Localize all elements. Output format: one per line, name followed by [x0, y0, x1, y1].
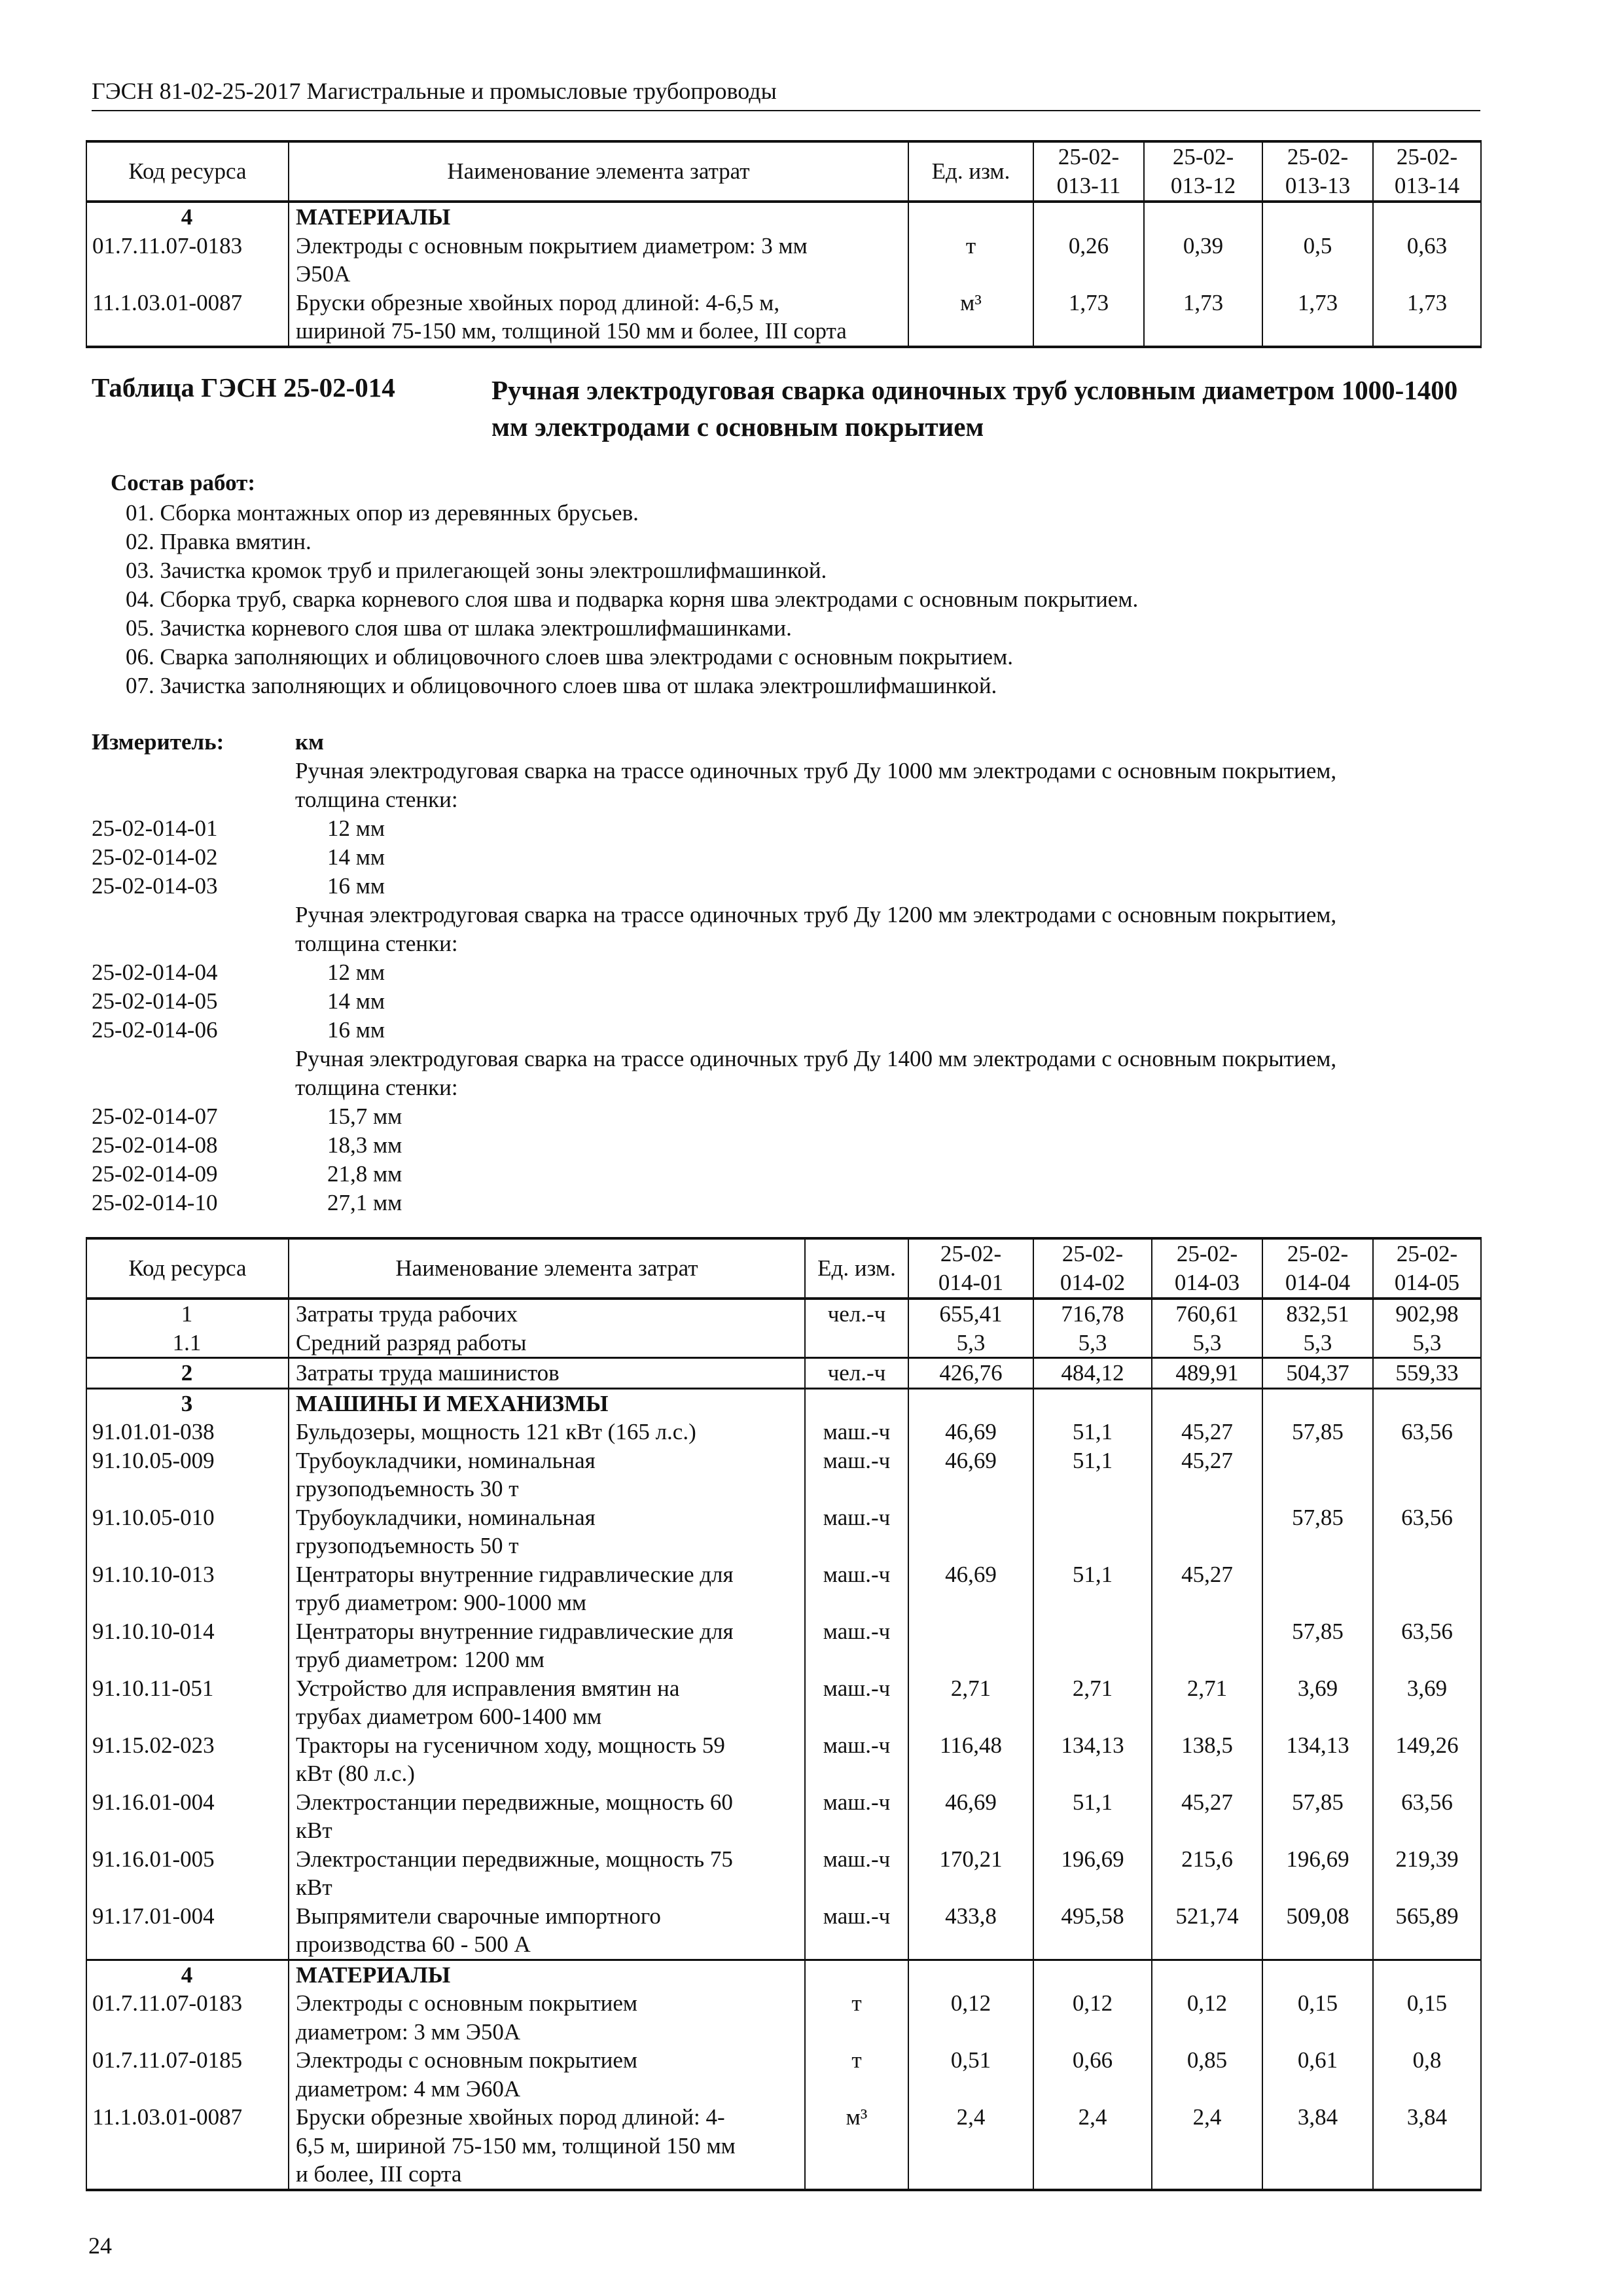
value-cell: 134,13: [1262, 1731, 1373, 1788]
wall-thickness: 15,7 мм: [327, 1103, 402, 1129]
value-cell: 5,3: [908, 1329, 1033, 1358]
wall-thickness: 14 мм: [327, 844, 385, 870]
value-cell: 0,63: [1373, 232, 1481, 289]
resource-table-014: [86, 1237, 1482, 2191]
table-row: [86, 1358, 1481, 1389]
wall-thickness: 12 мм: [327, 960, 385, 985]
table-row: [86, 1418, 1481, 1446]
unit: чел.-ч: [805, 1299, 908, 1329]
measure-code-empty: [92, 901, 295, 958]
resource-name: Бульдозеры, мощность 121 кВт (165 л.с.): [289, 1418, 805, 1446]
resource-code: 91.10.10-014: [86, 1617, 289, 1674]
unit: маш.-ч: [805, 1731, 908, 1788]
value-cell: [1152, 1388, 1262, 1418]
value-cell: 63,56: [1373, 1617, 1481, 1674]
table-row: [86, 1674, 1481, 1731]
value-cell: 0,5: [1262, 232, 1373, 289]
table-row: [86, 2103, 1481, 2190]
value-cell: 196,69: [1262, 1845, 1373, 1902]
norm-code: 25-02-014-01: [92, 816, 218, 841]
measure-code-empty: [92, 1045, 295, 1102]
value-cell: [1033, 1617, 1152, 1674]
resource-code: 91.16.01-005: [86, 1845, 289, 1902]
running-header: ГЭСН 81-02-25-2017 Магистральные и промысловые трубопроводы: [92, 78, 777, 104]
unit: [805, 1960, 908, 1989]
value-cell: [1373, 1560, 1481, 1617]
column-header: Наименование элемента затрат: [289, 1238, 805, 1299]
value-cell: 1,73: [1144, 289, 1262, 347]
column-header: 25-02- 014-05: [1373, 1238, 1481, 1299]
value-cell: [1144, 202, 1262, 232]
norm-code: 25-02-014-09: [92, 1161, 218, 1187]
resource-name: Средний разряд работы: [289, 1329, 805, 1358]
value-cell: 57,85: [1262, 1788, 1373, 1845]
value-cell: 149,26: [1373, 1731, 1481, 1788]
value-cell: [1033, 1960, 1152, 1989]
measure-block: [92, 728, 1492, 1217]
table-row: [86, 202, 1481, 232]
resource-name: Электроды с основным покрытием диаметром: 3 мм Э50А: [289, 232, 908, 289]
unit: маш.-ч: [805, 1674, 908, 1731]
unit: маш.-ч: [805, 1560, 908, 1617]
value-cell: 0,39: [1144, 232, 1262, 289]
resource-name: Бруски обрезные хвойных пород длиной: 4-6,5 м, шириной 75-150 мм, толщиной 150 мм и более, III сорта: [289, 289, 908, 347]
resource-name: МАТЕРИАЛЫ: [289, 1960, 805, 1989]
value-cell: 51,1: [1033, 1446, 1152, 1503]
unit: т: [908, 232, 1033, 289]
value-cell: 2,4: [1033, 2103, 1152, 2190]
measure-description: Ручная электродуговая сварка на трассе одиночных труб Ду 1000 мм электродами с основным покрытием, толщина стенки:: [295, 758, 1337, 812]
value-cell: 0,8: [1373, 2046, 1481, 2103]
resource-name: МАТЕРИАЛЫ: [289, 202, 908, 232]
resource-name: Трубоукладчики, номинальная грузоподъемность 30 т: [289, 1446, 805, 1503]
unit: т: [805, 2046, 908, 2103]
value-cell: 902,98: [1373, 1299, 1481, 1329]
value-cell: [1152, 1960, 1262, 1989]
value-cell: 45,27: [1152, 1446, 1262, 1503]
table-row: [86, 289, 1481, 347]
resource-name: Электростанции передвижные, мощность 75 кВт: [289, 1845, 805, 1902]
work-item: 04. Сборка труб, сварка корневого слоя шва и подварка корня шва электродами с основным покрытием.: [126, 586, 1139, 612]
value-cell: 63,56: [1373, 1503, 1481, 1560]
table-row: [86, 232, 1481, 289]
value-cell: 0,12: [1033, 1989, 1152, 2046]
value-cell: 45,27: [1152, 1418, 1262, 1446]
norm-code: 25-02-014-10: [92, 1190, 218, 1215]
value-cell: 45,27: [1152, 1788, 1262, 1845]
value-cell: [1152, 1617, 1262, 1674]
value-cell: 57,85: [1262, 1503, 1373, 1560]
resource-code: 91.01.01-038: [86, 1418, 289, 1446]
header-rule: [92, 110, 1480, 111]
value-cell: 57,85: [1262, 1418, 1373, 1446]
resource-name: Тракторы на гусеничном ходу, мощность 59 кВт (80 л.с.): [289, 1731, 805, 1788]
value-cell: 0,12: [1152, 1989, 1262, 2046]
resource-name: Затраты труда рабочих: [289, 1299, 805, 1329]
value-cell: [1262, 202, 1373, 232]
resource-code: 91.10.05-009: [86, 1446, 289, 1503]
column-header: Ед. изм.: [908, 141, 1033, 202]
unit: маш.-ч: [805, 1788, 908, 1845]
resource-code: 3: [86, 1388, 289, 1418]
value-cell: 46,69: [908, 1418, 1033, 1446]
column-header: 25-02- 013-11: [1033, 141, 1144, 202]
measure-item: [92, 958, 1492, 987]
wall-thickness: 16 мм: [327, 1017, 385, 1043]
value-cell: 45,27: [1152, 1560, 1262, 1617]
resource-name: Устройство для исправления вмятин на трубах диаметром 600-1400 мм: [289, 1674, 805, 1731]
unit: маш.-ч: [805, 1503, 908, 1560]
norm-code: 25-02-014-03: [92, 873, 218, 899]
table-header-row: [86, 1238, 1481, 1299]
resource-name: Электроды с основным покрытием диаметром: 3 мм Э50А: [289, 1989, 805, 2046]
table-label: Таблица ГЭСН 25-02-014: [92, 372, 395, 403]
unit: чел.-ч: [805, 1358, 908, 1389]
measure-item: [92, 1016, 1492, 1045]
value-cell: 46,69: [908, 1446, 1033, 1503]
page-number: 24: [88, 2233, 112, 2259]
value-cell: 2,71: [908, 1674, 1033, 1731]
column-header: 25-02- 014-03: [1152, 1238, 1262, 1299]
works-list: [126, 499, 1138, 700]
resource-code: 91.16.01-004: [86, 1788, 289, 1845]
table-row: [86, 1788, 1481, 1845]
work-item: 01. Сборка монтажных опор из деревянных брусьев.: [126, 500, 639, 526]
value-cell: 5,3: [1373, 1329, 1481, 1358]
value-cell: 46,69: [908, 1788, 1033, 1845]
value-cell: 0,85: [1152, 2046, 1262, 2103]
measure-item: [92, 843, 1492, 872]
value-cell: [1262, 1560, 1373, 1617]
resource-code: 91.17.01-004: [86, 1902, 289, 1960]
value-cell: 5,3: [1262, 1329, 1373, 1358]
norm-code: 25-02-014-05: [92, 988, 218, 1014]
resource-code: 1: [86, 1299, 289, 1329]
table-row: [86, 1902, 1481, 1960]
value-cell: 2,4: [908, 2103, 1033, 2190]
value-cell: [1262, 1388, 1373, 1418]
value-cell: 433,8: [908, 1902, 1033, 1960]
value-cell: 116,48: [908, 1731, 1033, 1788]
resource-code: 01.7.11.07-0183: [86, 232, 289, 289]
measure-item: [92, 987, 1492, 1016]
works-heading: Состав работ:: [111, 470, 255, 495]
norm-code: 25-02-014-04: [92, 960, 218, 985]
value-cell: [1373, 1388, 1481, 1418]
measure-item: [92, 1189, 1492, 1217]
value-cell: 5,3: [1033, 1329, 1152, 1358]
value-cell: 57,85: [1262, 1617, 1373, 1674]
value-cell: [1033, 1388, 1152, 1418]
value-cell: 0,26: [1033, 232, 1144, 289]
value-cell: 5,3: [1152, 1329, 1262, 1358]
measure-description-row: [92, 757, 1492, 814]
measure-item: [92, 814, 1492, 843]
unit: маш.-ч: [805, 1418, 908, 1446]
work-item: 07. Зачистка заполняющих и облицовочного слоев шва от шлака электрошлифмашинкой.: [126, 673, 997, 698]
value-cell: 51,1: [1033, 1418, 1152, 1446]
resource-code: 01.7.11.07-0185: [86, 2046, 289, 2103]
value-cell: 63,56: [1373, 1418, 1481, 1446]
measure-item: [92, 1160, 1492, 1189]
value-cell: 489,91: [1152, 1358, 1262, 1389]
value-cell: 138,5: [1152, 1731, 1262, 1788]
value-cell: 0,66: [1033, 2046, 1152, 2103]
value-cell: 655,41: [908, 1299, 1033, 1329]
value-cell: [908, 1960, 1033, 1989]
column-header: 25-02- 013-14: [1373, 141, 1481, 202]
measure-unit: км: [295, 729, 325, 755]
resource-name: Бруски обрезные хвойных пород длиной: 4- 6,5 м, шириной 75-150 мм, толщиной 150 мм и более, III сорта: [289, 2103, 805, 2190]
resource-name: МАШИНЫ И МЕХАНИЗМЫ: [289, 1388, 805, 1418]
unit: м³: [805, 2103, 908, 2190]
value-cell: 0,51: [908, 2046, 1033, 2103]
work-item: 06. Сварка заполняющих и облицовочного слоев шва электродами с основным покрытием.: [126, 644, 1013, 670]
resource-table-013: [86, 140, 1482, 348]
wall-thickness: 16 мм: [327, 873, 385, 899]
unit: [908, 202, 1033, 232]
value-cell: 565,89: [1373, 1902, 1481, 1960]
measure-item: [92, 1131, 1492, 1160]
table-row: [86, 1388, 1481, 1418]
work-item: 05. Зачистка корневого слоя шва от шлака электрошлифмашинками.: [126, 615, 792, 641]
table-row: [86, 1617, 1481, 1674]
value-cell: 219,39: [1373, 1845, 1481, 1902]
column-header: Ед. изм.: [805, 1238, 908, 1299]
value-cell: 2,4: [1152, 2103, 1262, 2190]
table-row: [86, 1989, 1481, 2046]
value-cell: [908, 1617, 1033, 1674]
resource-code: 1.1: [86, 1329, 289, 1358]
value-cell: [1033, 1503, 1152, 1560]
measure-description-row: [92, 1045, 1492, 1102]
resource-name: Трубоукладчики, номинальная грузоподъемность 50 т: [289, 1503, 805, 1560]
value-cell: 51,1: [1033, 1560, 1152, 1617]
value-cell: [1262, 1960, 1373, 1989]
resource-code: 91.10.05-010: [86, 1503, 289, 1560]
unit: т: [805, 1989, 908, 2046]
wall-thickness: 12 мм: [327, 816, 385, 841]
wall-thickness: 27,1 мм: [327, 1190, 402, 1215]
column-header: Код ресурса: [86, 1238, 289, 1299]
resource-name: Центраторы внутренние гидравлические для труб диаметром: 900-1000 мм: [289, 1560, 805, 1617]
value-cell: [1373, 1960, 1481, 1989]
work-item: 03. Зачистка кромок труб и прилегающей зоны электрошлифмашинкой.: [126, 558, 827, 583]
value-cell: 0,12: [908, 1989, 1033, 2046]
measure-row: [92, 728, 1492, 757]
table-header-row: [86, 141, 1481, 202]
value-cell: 559,33: [1373, 1358, 1481, 1389]
value-cell: 1,73: [1262, 289, 1373, 347]
value-cell: 215,6: [1152, 1845, 1262, 1902]
value-cell: 521,74: [1152, 1902, 1262, 1960]
resource-code: 01.7.11.07-0183: [86, 1989, 289, 2046]
table-row: [86, 1560, 1481, 1617]
column-header: 25-02- 013-13: [1262, 141, 1373, 202]
table-row: [86, 1446, 1481, 1503]
value-cell: [1033, 202, 1144, 232]
value-cell: 3,69: [1262, 1674, 1373, 1731]
table-row: [86, 1960, 1481, 1989]
norm-code: 25-02-014-02: [92, 844, 218, 870]
value-cell: [1373, 202, 1481, 232]
unit: маш.-ч: [805, 1446, 908, 1503]
value-cell: 63,56: [1373, 1788, 1481, 1845]
value-cell: 46,69: [908, 1560, 1033, 1617]
value-cell: 3,69: [1373, 1674, 1481, 1731]
value-cell: 484,12: [1033, 1358, 1152, 1389]
value-cell: [1152, 1503, 1262, 1560]
value-cell: 3,84: [1373, 2103, 1481, 2190]
value-cell: 716,78: [1033, 1299, 1152, 1329]
column-header: Наименование элемента затрат: [289, 141, 908, 202]
column-header: 25-02- 014-04: [1262, 1238, 1373, 1299]
value-cell: [1262, 1446, 1373, 1503]
resource-code: 2: [86, 1358, 289, 1389]
unit: маш.-ч: [805, 1617, 908, 1674]
value-cell: [1373, 1446, 1481, 1503]
table-title: Ручная электродуговая сварка одиночных труб условным диаметром 1000-1400 мм электродами с основным покрытием: [491, 375, 1458, 442]
measure-item: [92, 1102, 1492, 1131]
wall-thickness: 21,8 мм: [327, 1161, 402, 1187]
resource-code: 91.10.11-051: [86, 1674, 289, 1731]
value-cell: [908, 1388, 1033, 1418]
value-cell: 0,15: [1262, 1989, 1373, 2046]
measure-label: Измеритель:: [92, 729, 224, 755]
column-header: 25-02- 014-01: [908, 1238, 1033, 1299]
unit: м³: [908, 289, 1033, 347]
wall-thickness: 14 мм: [327, 988, 385, 1014]
measure-description-row: [92, 901, 1492, 958]
value-cell: 832,51: [1262, 1299, 1373, 1329]
value-cell: 196,69: [1033, 1845, 1152, 1902]
value-cell: 1,73: [1373, 289, 1481, 347]
value-cell: 0,15: [1373, 1989, 1481, 2046]
table-row: [86, 1503, 1481, 1560]
column-header: 25-02- 014-02: [1033, 1238, 1152, 1299]
value-cell: 51,1: [1033, 1788, 1152, 1845]
table-row: [86, 1329, 1481, 1358]
resource-name: Центраторы внутренние гидравлические для труб диаметром: 1200 мм: [289, 1617, 805, 1674]
unit: маш.-ч: [805, 1902, 908, 1960]
value-cell: [908, 1503, 1033, 1560]
value-cell: 504,37: [1262, 1358, 1373, 1389]
resource-code: 91.15.02-023: [86, 1731, 289, 1788]
resource-code: 11.1.03.01-0087: [86, 2103, 289, 2190]
table-row: [86, 2046, 1481, 2103]
resource-name: Электростанции передвижные, мощность 60 кВт: [289, 1788, 805, 1845]
resource-code: 11.1.03.01-0087: [86, 289, 289, 347]
norm-code: 25-02-014-08: [92, 1132, 218, 1158]
column-header: 25-02- 013-12: [1144, 141, 1262, 202]
value-cell: 509,08: [1262, 1902, 1373, 1960]
value-cell: 760,61: [1152, 1299, 1262, 1329]
resource-code: 91.10.10-013: [86, 1560, 289, 1617]
unit: маш.-ч: [805, 1845, 908, 1902]
value-cell: 1,73: [1033, 289, 1144, 347]
value-cell: 2,71: [1152, 1674, 1262, 1731]
table-row: [86, 1731, 1481, 1788]
unit: [805, 1329, 908, 1358]
wall-thickness: 18,3 мм: [327, 1132, 402, 1158]
column-header: Код ресурса: [86, 141, 289, 202]
value-cell: 3,84: [1262, 2103, 1373, 2190]
table-row: [86, 1845, 1481, 1902]
value-cell: 2,71: [1033, 1674, 1152, 1731]
resource-name: Затраты труда машинистов: [289, 1358, 805, 1389]
measure-description: Ручная электродуговая сварка на трассе одиночных труб Ду 1400 мм электродами с основным покрытием, толщина стенки:: [295, 1046, 1337, 1100]
resource-code: 4: [86, 202, 289, 232]
norm-code: 25-02-014-07: [92, 1103, 218, 1129]
unit: [805, 1388, 908, 1418]
value-cell: 495,58: [1033, 1902, 1152, 1960]
resource-name: Электроды с основным покрытием диаметром: 4 мм Э60А: [289, 2046, 805, 2103]
measure-item: [92, 872, 1492, 901]
value-cell: 426,76: [908, 1358, 1033, 1389]
measure-description: Ручная электродуговая сварка на трассе одиночных труб Ду 1200 мм электродами с основным покрытием, толщина стенки:: [295, 902, 1337, 956]
value-cell: 0,61: [1262, 2046, 1373, 2103]
resource-code: 4: [86, 1960, 289, 1989]
norm-code: 25-02-014-06: [92, 1017, 218, 1043]
table-row: [86, 1299, 1481, 1329]
measure-code-empty: [92, 757, 295, 814]
value-cell: 170,21: [908, 1845, 1033, 1902]
value-cell: 134,13: [1033, 1731, 1152, 1788]
resource-name: Выпрямители сварочные импортного производства 60 - 500 А: [289, 1902, 805, 1960]
work-item: 02. Правка вмятин.: [126, 529, 312, 554]
